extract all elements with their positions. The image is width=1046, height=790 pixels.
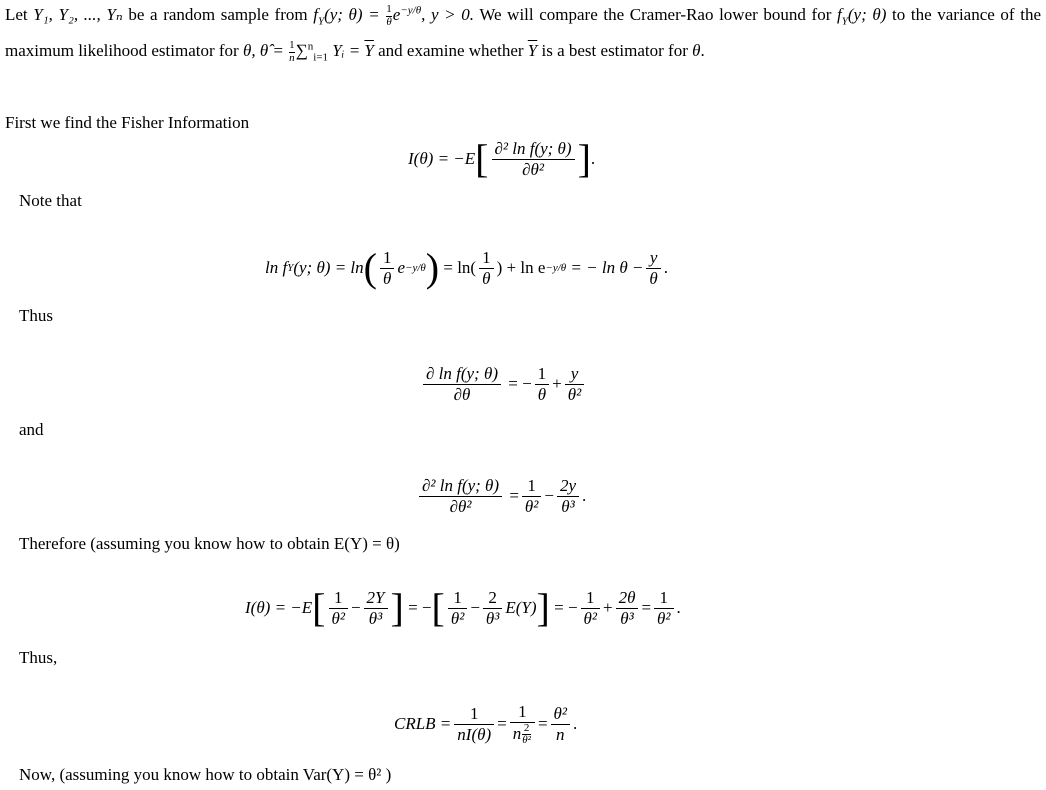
text: be a random sample from — [122, 5, 314, 24]
math: $\overline{Y}$ — [364, 41, 374, 60]
numerator: ∂² ln f(y; θ) — [419, 476, 502, 497]
math: (y; θ) = — [324, 5, 386, 24]
text: Let — [5, 5, 34, 24]
bracket: ] — [536, 585, 550, 631]
therefore-text: Therefore (assuming you know how to obtain E(Y) = θ) — [19, 534, 400, 553]
bracket: ] — [390, 585, 404, 631]
math: I(θ) = −E — [245, 597, 313, 617]
fraction — [419, 476, 502, 516]
math: n — [512, 723, 522, 743]
fraction — [522, 476, 541, 516]
equation-fisher-result — [245, 585, 681, 631]
denominator: θ² — [583, 608, 597, 628]
numerator: 2y — [557, 476, 579, 497]
numerator: 1 — [386, 3, 392, 16]
math: = — [537, 714, 548, 734]
denominator: θ³ — [485, 608, 500, 628]
denominator: θ — [482, 268, 491, 288]
math: = − ln θ − — [570, 257, 644, 277]
equation-fisher-info — [408, 136, 596, 182]
math: Yᵢ = — [328, 41, 365, 60]
numerator: ∂ ln f(y; θ) — [423, 364, 501, 385]
math: = − — [408, 597, 432, 617]
numerator: 1 — [522, 476, 541, 497]
fraction — [581, 588, 600, 628]
fraction — [454, 704, 494, 744]
math: . — [582, 485, 587, 505]
numerator: ∂² ln f(y; θ) — [492, 139, 575, 160]
numerator: 1 — [654, 588, 673, 609]
equation-crlb — [394, 702, 577, 747]
denominator — [510, 723, 535, 747]
math: (y; θ) = ln — [293, 257, 364, 277]
text: . — [700, 41, 705, 60]
denominator: θ² — [450, 608, 465, 628]
text: We will compare the Cramer-Rao lower bound for — [474, 5, 837, 24]
fraction — [654, 588, 673, 628]
denominator: θ² — [331, 608, 345, 628]
numerator: 1 — [581, 588, 600, 609]
intro-paragraph — [5, 0, 1041, 69]
math: n — [307, 40, 314, 53]
numerator: 1 — [380, 248, 395, 269]
math: ln f — [265, 257, 288, 277]
fisher-text: First we find the Fisher Information — [5, 113, 250, 132]
math: i=1 — [313, 51, 329, 64]
and-text: and — [19, 420, 44, 439]
fraction — [364, 588, 388, 628]
thus-text: Thus — [19, 306, 53, 325]
denominator: θ² — [522, 734, 531, 747]
numerator: θ² — [551, 704, 570, 725]
sum-symbol: ∑ — [295, 41, 308, 60]
bracket: ] — [577, 136, 591, 182]
fraction — [289, 40, 295, 64]
math: θ, θ̂ = — [242, 41, 289, 60]
math: ) + ln e — [496, 257, 546, 277]
fraction — [510, 702, 535, 747]
math: −y/θ — [400, 4, 422, 17]
math: $\overline{Y}$ — [527, 41, 538, 60]
math: + — [603, 597, 613, 617]
denominator: θ — [649, 268, 658, 288]
math: . — [572, 714, 578, 734]
now-text: Now, (assuming you know how to obtain Var(Y) = θ² ) — [19, 765, 392, 784]
math: = — [641, 597, 652, 617]
math: − — [544, 485, 554, 505]
math: = — [509, 485, 519, 505]
math: . — [676, 597, 681, 617]
fraction — [616, 588, 639, 628]
fraction — [380, 248, 395, 288]
numerator: y — [646, 248, 660, 269]
numerator: 2 — [523, 721, 530, 734]
math: Y₁, Y₂, ..., Yₙ — [33, 5, 123, 24]
paren: ) — [425, 245, 440, 291]
math: e — [392, 5, 401, 24]
fraction — [557, 476, 579, 516]
numerator: 1 — [329, 588, 348, 609]
math: . — [663, 257, 669, 277]
math: Y — [287, 262, 294, 275]
math: e — [397, 257, 406, 277]
math: (y; θ) — [847, 5, 887, 24]
numerator: 2 — [483, 588, 502, 609]
fraction — [483, 588, 502, 628]
text: to the variance of the maximum likelihood estimator for — [5, 5, 1041, 60]
text: and examine whether — [373, 41, 528, 60]
math: − — [350, 597, 361, 617]
numerator: 1 — [454, 704, 494, 725]
math: Y — [841, 15, 848, 28]
numerator: 2Y — [364, 588, 388, 609]
equation-second-derivative — [416, 476, 586, 516]
numerator: 2θ — [616, 588, 639, 609]
math: −y/θ — [405, 262, 426, 275]
denominator: ∂θ² — [522, 159, 544, 179]
denominator: θ² — [524, 496, 539, 516]
thus-comma-text: Thus, — [19, 648, 58, 667]
math: , y > 0. — [421, 5, 474, 24]
fraction — [479, 248, 494, 288]
fraction — [535, 364, 550, 404]
fraction — [386, 4, 392, 28]
denominator: θ — [386, 15, 392, 28]
fraction — [448, 588, 467, 628]
numerator: 1 — [289, 39, 295, 52]
denominator: ∂θ — [453, 384, 471, 404]
equation-log-density — [265, 245, 669, 291]
math: −y/θ — [545, 262, 567, 275]
math: E(Y) — [505, 597, 537, 617]
denominator: θ³ — [368, 608, 383, 628]
bracket: [ — [475, 136, 489, 182]
fraction — [522, 723, 531, 747]
numerator: 1 — [510, 702, 535, 723]
math: = − — [508, 373, 532, 393]
math: . — [590, 148, 596, 168]
denominator: ∂θ² — [449, 496, 472, 516]
numerator: 1 — [535, 364, 550, 385]
bracket: [ — [312, 585, 326, 631]
paren: ( — [363, 245, 377, 291]
math: f — [313, 5, 318, 24]
bracket: [ — [431, 585, 445, 631]
equation-first-derivative — [420, 364, 587, 404]
denominator: θ³ — [620, 608, 634, 628]
fraction — [565, 364, 584, 404]
denominator: nI(θ) — [457, 724, 492, 744]
math: = − — [554, 597, 578, 617]
text: is a best estimator for — [537, 41, 693, 60]
numerator: y — [565, 364, 584, 385]
fraction — [423, 364, 501, 404]
denominator: θ² — [657, 608, 671, 628]
math: CRLB = — [394, 714, 452, 734]
math: = ln( — [443, 257, 477, 277]
denominator: θ³ — [561, 496, 575, 516]
math: − — [470, 597, 480, 617]
math: + — [552, 373, 562, 393]
fraction — [329, 588, 348, 628]
denominator: θ — [383, 268, 392, 288]
fraction — [492, 139, 575, 179]
note-text: Note that — [19, 191, 82, 210]
denominator: θ² — [567, 384, 582, 404]
denominator: n — [556, 724, 565, 744]
math: = — [497, 714, 507, 734]
denominator: n — [289, 51, 295, 64]
math: f — [837, 5, 842, 24]
math: I(θ) = −E — [408, 148, 476, 168]
math: θ — [692, 41, 701, 60]
fraction — [646, 248, 660, 288]
fraction — [551, 704, 570, 744]
numerator: 1 — [479, 248, 494, 269]
numerator: 1 — [448, 588, 467, 609]
math: Y — [317, 15, 325, 28]
denominator: θ — [537, 384, 547, 404]
